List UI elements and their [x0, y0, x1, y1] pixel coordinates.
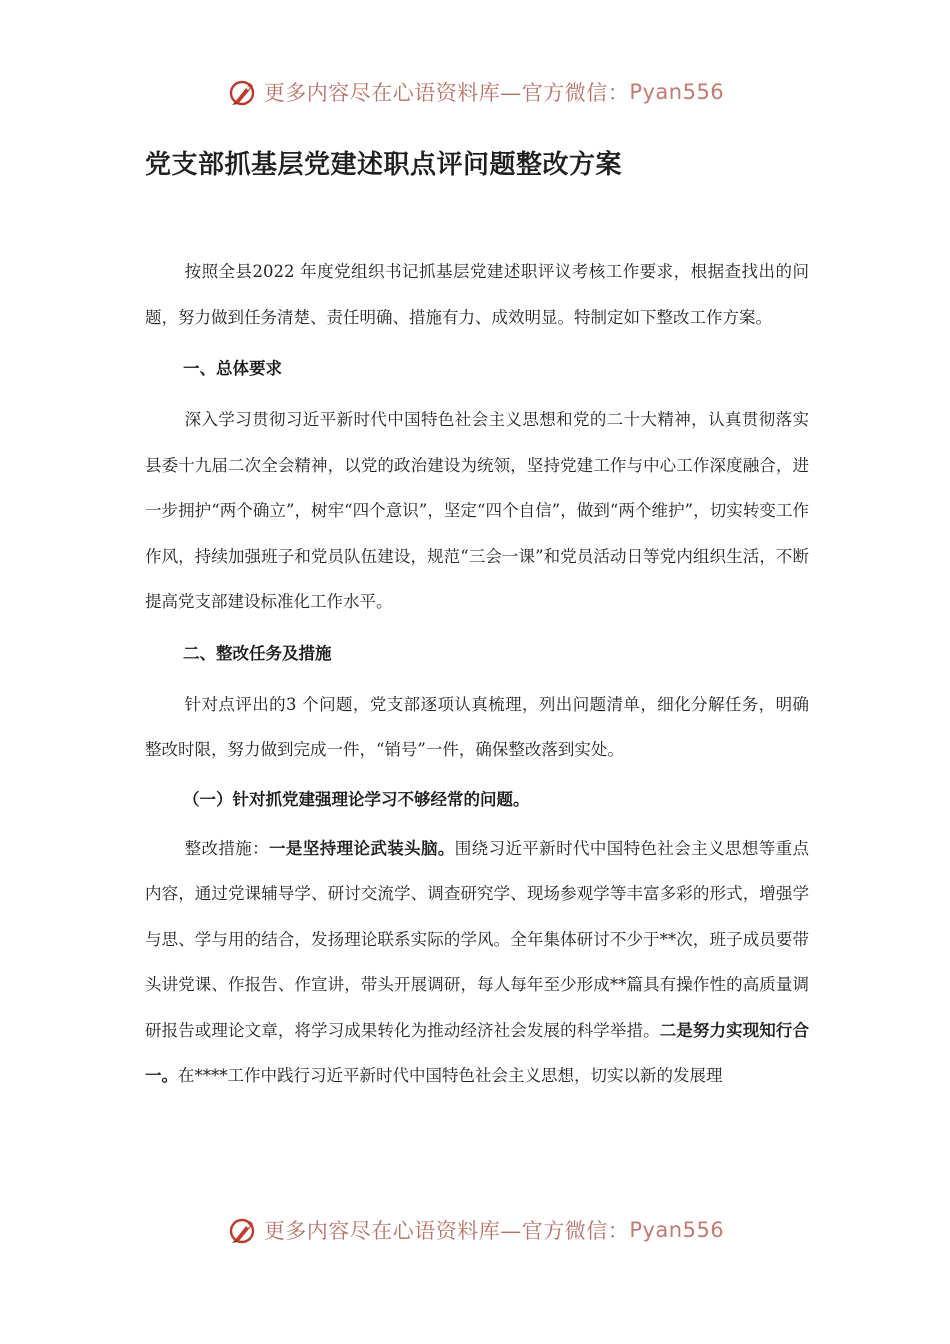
- measures-paragraph: [145, 826, 809, 1099]
- banner-wechat-id: Pyan556: [629, 80, 725, 104]
- pen-nib-circle-icon: [226, 1214, 258, 1246]
- section-heading-general-requirements: 一、总体要求: [182, 359, 282, 378]
- tasks-measures-paragraph: 针对点评出的3 个问题，党支部逐项认真梳理，列出问题清单，细化分解任务，明确整改时限，努力做到完成一件，“销号”一件，确保整改落到实处。: [145, 694, 809, 759]
- point-2-title: 二是努力实现知行合一。: [145, 1020, 810, 1085]
- document-title: 党支部抓基层党建述职点评问题整改方案: [145, 150, 623, 180]
- point-2-body: 在****工作中践行习近平新时代中国特色社会主义思想，切实以新的发展理: [178, 1066, 723, 1085]
- measures-lead: 整改措施：: [184, 838, 270, 858]
- point-1-body: 围绕习近平新时代中国特色社会主义思想等重点内容，通过党课辅导学、研讨交流学、调查研究学、现场参观学等丰富多彩的形式，增强学与思、学与用的结合，发扬理论联系实际的学风。全年集体研讨不少于**次，班子成员要带头讲党课、作报告、作宣讲，带头开展调研，每人每年至少形成**篇具有操作性的高质量调研报告或理论文章，将学习成果转化为推动经济社会发展的科学举措。: [145, 838, 810, 1040]
- banner-wechat-id: Pyan556: [629, 1218, 725, 1242]
- section-heading-tasks-measures: 二、整改任务及措施: [182, 643, 332, 663]
- banner-text: 更多内容尽在心语资料库—官方微信：: [263, 81, 630, 105]
- pen-nib-circle-icon: [226, 76, 258, 108]
- header-banner: [0, 72, 950, 112]
- document-body: [145, 249, 809, 1099]
- subsection-heading-1: （一）针对抓党建强理论学习不够经常的问题。: [182, 789, 530, 809]
- intro-paragraph: 按照全县2022 年度党组织书记抓基层党建述职评议考核工作要求，根据查找出的问题，努力做到任务清楚、责任明确、措施有力、成效明显。特制定如下整改工作方案。: [145, 262, 809, 327]
- banner-text: 更多内容尽在心语资料库—官方微信：: [263, 1219, 630, 1243]
- point-1-title: 一是坚持理论武装头脑。: [269, 838, 455, 858]
- footer-banner: [0, 1210, 950, 1250]
- general-requirements-paragraph: 深入学习贯彻习近平新时代中国特色社会主义思想和党的二十大精神，认真贯彻落实县委十九届二次全会精神，以党的政治建设为统领，坚持党建工作与中心工作深度融合，进一步拥护“两个确立”，树牢“四个意识”，坚定“四个自信”，做到“两个维护”，切实转变工作作风，持续加强班子和党员队伍建设，规范“三会一课”和党员活动日等党内组织生活，不断提高党支部建设标准化工作水平。: [145, 410, 809, 611]
